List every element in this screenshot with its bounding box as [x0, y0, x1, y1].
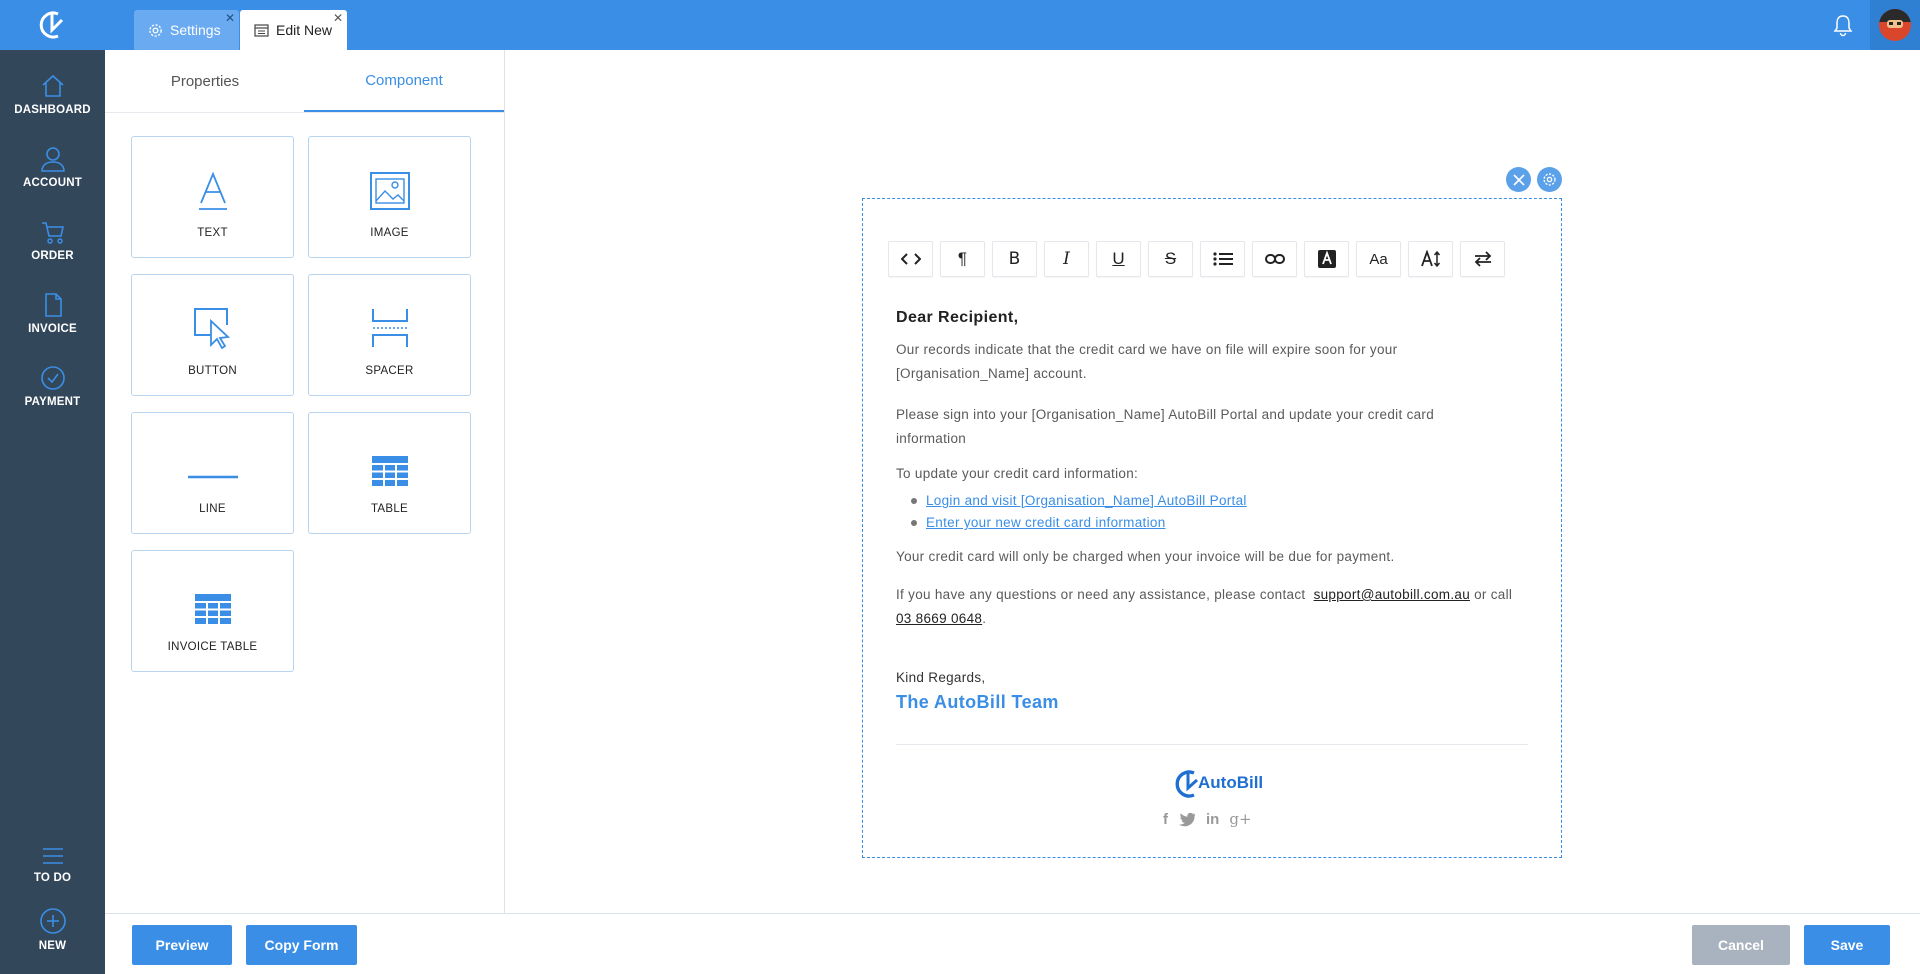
tab-component[interactable]: Component — [304, 50, 504, 113]
tab-settings-label: Settings — [170, 22, 221, 38]
twitter-icon[interactable] — [1178, 812, 1196, 827]
email-divider — [896, 744, 1528, 745]
font-color-button[interactable] — [1304, 241, 1349, 277]
invoice-table-icon — [194, 593, 232, 625]
sidebar-item-label: DASHBOARD — [14, 104, 91, 116]
sidebar-item-order[interactable] — [0, 218, 105, 262]
underline-icon: U — [1112, 249, 1125, 268]
component-spacer[interactable] — [308, 274, 471, 396]
strikethrough-icon: S — [1164, 249, 1177, 268]
email-paragraph-3: To update your credit card information: — [896, 466, 1139, 481]
gear-icon — [148, 23, 163, 38]
logo-icon — [36, 8, 70, 42]
credit-card-link[interactable]: Enter your new credit card information — [926, 515, 1166, 530]
footer-bar — [105, 913, 1920, 974]
tab-edit-new-label: Edit New — [276, 22, 333, 38]
component-label: BUTTON — [188, 365, 237, 377]
sidebar-item-payment[interactable] — [0, 364, 105, 408]
list-icon — [1213, 252, 1233, 266]
plus-circle-icon — [38, 906, 68, 936]
sidebar-item-new[interactable] — [0, 906, 105, 952]
sidebar-item-account[interactable] — [0, 145, 105, 189]
component-button[interactable] — [131, 274, 294, 396]
close-icon — [1513, 174, 1525, 186]
preview-button[interactable]: Preview — [132, 925, 232, 965]
linkedin-icon[interactable]: in — [1206, 810, 1220, 828]
link-button[interactable] — [1252, 241, 1297, 277]
calendar-icon — [254, 23, 269, 37]
email-regards: Kind Regards, — [896, 670, 986, 685]
line-height-icon — [1420, 250, 1442, 268]
line-icon — [187, 467, 239, 487]
sidebar-item-label: PAYMENT — [24, 396, 81, 408]
component-label: LINE — [199, 503, 226, 515]
tab-properties[interactable]: Properties — [170, 73, 240, 90]
social-links — [1163, 810, 1252, 828]
cursor-icon — [193, 307, 233, 349]
font-size-button[interactable] — [1356, 241, 1401, 277]
document-icon — [39, 291, 67, 319]
code-view-icon — [901, 252, 921, 266]
component-invoice-table[interactable] — [131, 550, 294, 672]
component-text[interactable] — [131, 136, 294, 258]
editor-toolbar — [888, 241, 1505, 277]
font-color-icon — [1318, 250, 1336, 268]
paragraph-button[interactable] — [940, 241, 985, 277]
sidebar-item-label: INVOICE — [28, 323, 77, 335]
cart-icon — [39, 218, 67, 246]
top-bar — [0, 0, 1920, 50]
sidebar-item-todo[interactable] — [0, 844, 105, 884]
check-circle-icon — [39, 364, 67, 392]
email-paragraph-5: If you have any questions or need any assistance, please contact support@autobill.com.au or call 03 8669 0648. — [896, 587, 1513, 626]
notification-bell-icon[interactable] — [1832, 13, 1854, 42]
link-icon — [1265, 253, 1285, 265]
component-label: INVOICE TABLE — [167, 641, 258, 653]
component-label: SPACER — [365, 365, 414, 377]
email-greeting: Dear Recipient, — [896, 309, 1019, 326]
support-email-link[interactable]: support@autobill.com.au — [1313, 587, 1470, 602]
component-table[interactable] — [308, 412, 471, 534]
contact-text-2: or call — [1474, 587, 1513, 602]
line-height-button[interactable] — [1408, 241, 1453, 277]
image-icon — [369, 171, 411, 211]
email-paragraph-2: Please sign into your [Organisation_Name] AutoBill Portal and update your credit card information — [896, 407, 1435, 446]
close-tab-settings-icon[interactable]: ✕ — [224, 11, 235, 25]
email-team-signature: The AutoBill Team — [896, 692, 1059, 712]
component-line[interactable] — [131, 412, 294, 534]
component-label: TABLE — [370, 503, 409, 515]
autobill-logo — [1172, 766, 1263, 800]
contact-text: If you have any questions or need any assistance, please contact — [896, 587, 1306, 602]
list-item[interactable] — [926, 490, 1247, 512]
brand-name: AutoBill — [1198, 773, 1264, 792]
sidebar — [0, 50, 105, 974]
underline-button[interactable] — [1096, 241, 1141, 277]
panel-divider — [105, 112, 505, 113]
google-plus-icon[interactable]: g+ — [1229, 810, 1252, 828]
email-bullet-list — [926, 490, 1247, 534]
component-label: IMAGE — [370, 227, 409, 239]
text-icon — [196, 171, 230, 211]
spacer-icon — [370, 307, 410, 349]
copy-form-button[interactable]: Copy Form — [246, 925, 357, 965]
close-tab-edit-icon[interactable]: ✕ — [332, 11, 343, 25]
font-size-icon: Aa — [1369, 250, 1388, 268]
portal-link[interactable]: Login and visit [Organisation_Name] AutoBill Portal — [926, 493, 1247, 508]
gear-icon — [1542, 172, 1557, 187]
email-paragraph-1: Our records indicate that the credit card we have on file will expire soon for your [Organisation_Name] account. — [896, 342, 1398, 381]
facebook-icon[interactable]: f — [1163, 810, 1168, 828]
user-icon — [39, 145, 67, 173]
user-avatar-button[interactable] — [1870, 0, 1920, 50]
menu-icon — [39, 844, 67, 868]
sidebar-item-dashboard[interactable] — [0, 72, 105, 116]
sidebar-item-label: ACCOUNT — [23, 177, 82, 189]
component-image[interactable] — [308, 136, 471, 258]
phone-link[interactable]: 03 8669 0648 — [896, 611, 983, 626]
table-icon — [371, 455, 409, 487]
bold-button[interactable] — [992, 241, 1037, 277]
component-label: TEXT — [197, 227, 228, 239]
sidebar-item-invoice[interactable] — [0, 291, 105, 335]
paragraph-icon: ¶ — [957, 249, 968, 268]
direction-icon — [1473, 251, 1493, 267]
italic-icon: I — [1063, 249, 1070, 269]
sidebar-item-label: TO DO — [33, 872, 72, 884]
direction-button[interactable] — [1460, 241, 1505, 277]
cancel-button[interactable]: Cancel — [1692, 925, 1790, 965]
email-paragraph-4: Your credit card will only be charged when your invoice will be due for payment. — [896, 549, 1395, 564]
bold-icon: B — [1008, 249, 1021, 269]
remove-block-button[interactable] — [1506, 167, 1531, 192]
list-item[interactable] — [926, 512, 1247, 534]
strikethrough-button[interactable] — [1148, 241, 1193, 277]
sidebar-item-label: NEW — [38, 940, 67, 952]
sidebar-item-label: ORDER — [31, 250, 74, 262]
avatar — [1879, 9, 1911, 41]
home-icon — [39, 72, 67, 100]
italic-button[interactable] — [1044, 241, 1089, 277]
save-button[interactable]: Save — [1804, 925, 1890, 965]
code-view-button[interactable] — [888, 241, 933, 277]
tab-settings[interactable] — [134, 10, 239, 50]
component-panel — [105, 50, 505, 913]
app-logo[interactable] — [0, 0, 105, 50]
tab-edit-new[interactable] — [240, 10, 347, 50]
block-settings-button[interactable] — [1537, 167, 1562, 192]
list-button[interactable] — [1200, 241, 1245, 277]
